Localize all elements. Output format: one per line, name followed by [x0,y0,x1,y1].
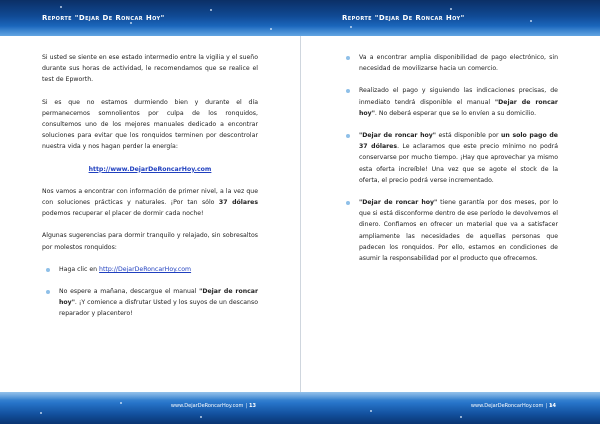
bullet-list [342,52,558,264]
text: Nos vamos a encontrar con información de primer nivel, a la vez que con soluciones prácticas y naturales. ¡Por tan sólo [42,187,258,207]
list-item [342,197,558,264]
bullet-icon [346,89,350,93]
page-14 [300,0,600,424]
list-item [342,52,558,74]
footer-site: www.DejarDeRoncarHoy.com [470,403,544,409]
page-number: 13 [249,403,256,409]
bullet-icon [346,134,350,138]
price-text: 37 dólares [218,199,259,207]
paragraph: Si usted se siente en ese estado intermedio entre la vigilia y el sueño durante sus horas de actividad, le recomendamos que se realice el test de Epworth. [42,54,258,84]
paragraph: Algunas sugerencias para dormir tranquilo y relajado, sin sobresaltos por molestos ronquidos: [42,232,258,251]
footer-separator: | [245,403,248,409]
product-name: "Dejar de roncar hoy" [359,199,438,207]
text: . No deberá esperar que se lo envíen a su domicilio. [374,109,537,117]
header-title: Reporte "Dejar De Roncar Hoy" [42,14,165,22]
list-item [42,264,258,275]
footer-site: www.DejarDeRoncarHoy.com [170,403,244,409]
footer-text [171,403,256,409]
site-link[interactable]: http://DejarDeRoncarHoy.com [99,265,192,273]
page-number: 14 [549,403,556,409]
footer-banner [300,392,600,424]
footer-separator: | [545,403,548,409]
paragraph [42,186,258,220]
bullet-list [42,264,258,320]
text: tiene garantía por dos meses, por lo que si está disconforme dentro de ese período le devolvemos el dinero. Confiamos en ofrecer un material que va a satisfacer ampliamente las necesidades de aquellas personas que padecen los ronquidos. Por ello, estamos en condiciones de asumir la responsabilidad por el producto que ofrecemos. [359,199,558,263]
list-item [342,85,558,119]
header-banner [0,0,300,36]
text: . Le aclaramos que este precio mínimo no podrá conservarse por mucho tiempo. ¡Hay que aprovechar ya mismo esta oferta increíble! Una vez que se agote el stock de la oferta, el precio podrá verse incrementado. [359,143,559,184]
site-link[interactable]: http://www.DejarDeRoncarHoy.com [88,165,212,173]
text: está disponible por [435,132,502,140]
list-item [42,286,258,320]
bullet-icon [346,201,350,205]
header-title: Reporte "Dejar De Roncar Hoy" [342,14,465,22]
list-item [342,130,558,186]
product-name: "Dejar de roncar hoy" [359,132,436,140]
text: Va a encontrar amplia disponibilidad de pago electrónico, sin necesidad de movilizarse hacia un comercio. [359,54,558,73]
product-name: "Dejar de roncar hoy" [59,288,258,307]
product-name: "Dejar de roncar hoy" [359,98,558,117]
text: Realizado el pago y siguiendo las indicaciones precisas, de inmediato tendrá disponible el manual [359,87,558,106]
footer-banner [0,392,300,424]
header-banner [300,0,600,36]
text: No espere a mañana, descargue el manual [59,288,200,296]
page-content [342,52,558,275]
paragraph: Si es que no estamos durmiendo bien y durante el día permanecemos somnolientos por culpa de los ronquidos, consultemos uno de los mejores manuales dedicado a encontrar soluciones para evitar que los ronquidos terminen por descontrolar nuestra vida y nos hagan perder la energía: [42,98,258,151]
bullet-icon [346,56,350,60]
price-text: un solo pago de 37 dólares [359,132,558,151]
bullet-icon [46,290,50,294]
text: . ¡Y comience a disfrutar Usted y los suyos de un descanso reparador y placentero! [59,299,258,318]
text: Haga clic en [59,265,100,273]
footer-text [471,403,556,409]
text: podemos recuperar el placer de dormir cada noche! [42,210,204,218]
link-paragraph [42,164,258,175]
bullet-icon [46,268,50,272]
page-content [42,52,258,331]
